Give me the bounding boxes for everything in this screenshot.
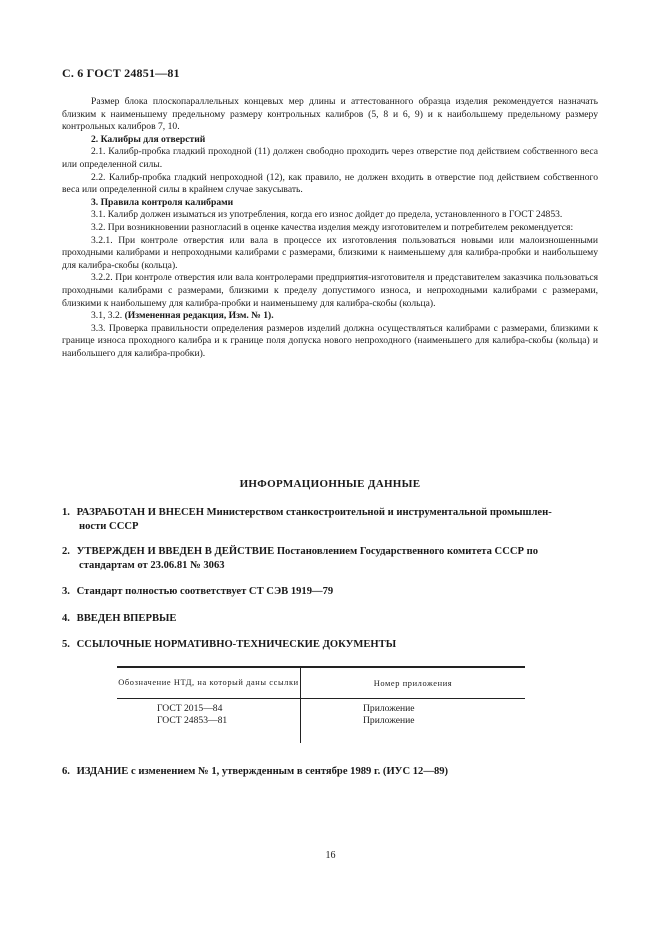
amendment-ref: 3.1, 3.2. (91, 310, 125, 322)
paragraph: 2.2. Калибр-пробка гладкий непроходной (12), как правило, не должен входить в отверстие под действием собственного веса или определенной силы в крайнем случае закусывать. (62, 171, 598, 196)
table-header (117, 668, 525, 699)
info-item-text: ВВЕДЕН ВПЕРВЫЕ (76, 613, 177, 624)
info-item-text: УТВЕРЖДЕН И ВВЕДЕН В ДЕЙСТВИЕ Постановлением Государственного комитета СССР по (76, 546, 539, 557)
info-item (62, 545, 598, 573)
reference-table (117, 666, 525, 743)
amendment-note (62, 310, 598, 323)
info-item (62, 612, 598, 626)
table-body (117, 699, 525, 743)
body-text (62, 96, 598, 360)
page-header: С. 6 ГОСТ 24851—81 (62, 66, 180, 80)
table-cell: Приложение (363, 703, 415, 714)
info-item-num: 6. (62, 766, 70, 777)
info-item-text: Стандарт полностью соответствует СТ СЭВ 1919—79 (76, 586, 334, 597)
section-heading: 3. Правила контроля калибрами (91, 196, 234, 208)
paragraph: 3.1. Калибр должен изыматься из употребления, когда его износ дойдет до предела, установленного в ГОСТ 24853. (91, 209, 563, 221)
table-cell: Приложение (363, 715, 415, 726)
paragraph: 3.2.2. При контроле отверстия или вала контролерами предприятия-изготовителя и представителем заказчика пользоваться проходными калибрами с размерами, близкими к пределу допустимого износа, и непроходными калибрами с размерами, близкими к наибольшему для калибра-пробки и наименьшему для калибра-скобы (кольца). (62, 272, 598, 309)
info-item-text: ИЗДАНИЕ с изменением № 1, утвержденным в сентябре 1989 г. (ИУС 12—89) (76, 766, 449, 777)
paragraph: 3.2. При возникновении разногласий в оценке качества изделия между изготовителем и потребителем рекомендуется: (91, 221, 574, 233)
info-item-cont: стандартам от 23.06.81 № 3063 (79, 560, 225, 571)
info-item-num: 3. (62, 586, 70, 597)
table-header-cell: Номер приложения (373, 678, 453, 688)
amendment-text: (Измененная редакция, Изм. № 1). (124, 310, 274, 322)
paragraph: 2.1. Калибр-пробка гладкий проходной (11) должен свободно проходить через отверстие под действием собственного веса или определенной силы. (62, 146, 598, 170)
info-item (62, 765, 598, 779)
info-item (62, 506, 598, 534)
info-item-text: РАЗРАБОТАН И ВНЕСЕН Министерством станкостроительной и инструментальной промышлен- (76, 507, 552, 518)
info-item (62, 585, 598, 599)
info-item-text: ССЫЛОЧНЫЕ НОРМАТИВНО-ТЕХНИЧЕСКИЕ ДОКУМЕНТЫ (76, 639, 397, 650)
table-cell: ГОСТ 24853—81 (157, 715, 228, 726)
info-item (62, 638, 598, 652)
info-title: ИНФОРМАЦИОННЫЕ ДАННЫЕ (239, 478, 421, 490)
section-heading: 2. Калибры для отверстий (91, 133, 206, 145)
paragraph: 3.3. Проверка правильности определения размеров изделий должна осуществляться калибрами с размерами, близкими к границе износа проходного калибра и к границе поля допуска нового непроходного (наименьшего для калибра-скобы (кольца) и наибольшего для калибра-пробки). (62, 322, 598, 359)
info-item-num: 5. (62, 639, 70, 650)
info-item-cont: ности СССР (79, 521, 139, 532)
table-row (117, 703, 525, 715)
table-header-cell: Обозначение НТД, на который даны ссылки (117, 668, 301, 698)
table-cell: ГОСТ 2015—84 (157, 703, 223, 714)
paragraph: 3.2.1. При контроле отверстия или вала в процессе их изготовления пользоваться новыми или малоизношенными проходными калибрами и непроходными калибрами с размерами, близкими к наименьшему для калибра-пробки и наибольшему для калибра-скобы (кольца). (62, 234, 598, 271)
paragraph: Размер блока плоскопараллельных концевых мер длины и аттестованного образца изделия рекомендуется назначать близким к наименьшему предельному размеру контрольных калибров (5, 8 и 6, 9) и к наибольшему предельному размеру контрольных калибров 7, 10. (62, 96, 598, 133)
info-item-num: 1. (62, 507, 70, 518)
info-item-num: 4. (62, 613, 70, 624)
info-item-num: 2. (62, 546, 70, 557)
table-row (117, 715, 525, 727)
page-number: 16 (325, 850, 336, 861)
